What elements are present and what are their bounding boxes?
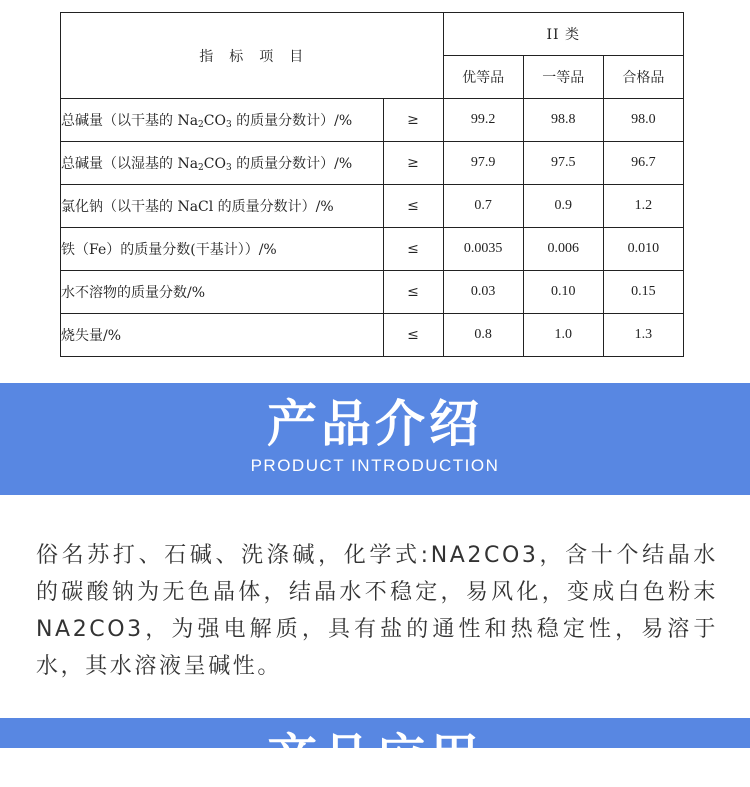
indicator-name: 氯化钠（以干基的 NaCl 的质量分数计）/% xyxy=(61,185,384,228)
value-cell: 98.0 xyxy=(603,99,683,142)
value-cell: 97.5 xyxy=(523,142,603,185)
comparison-operator: ≤ xyxy=(383,271,443,314)
indicator-name: 总碱量（以干基的 $Na_2CO_3$ 的质量分数计）/% xyxy=(61,99,384,142)
table-row xyxy=(61,314,684,357)
comparison-operator: ≤ xyxy=(383,228,443,271)
product-application-banner xyxy=(0,718,750,787)
grade-header: 一等品 xyxy=(523,56,603,99)
value-cell: 0.7 xyxy=(443,185,523,228)
table-row xyxy=(61,142,684,185)
table-row xyxy=(61,271,684,314)
value-cell: 99.2 xyxy=(443,99,523,142)
value-cell: 0.006 xyxy=(523,228,603,271)
value-cell: 0.8 xyxy=(443,314,523,357)
table-row xyxy=(61,99,684,142)
intro-paragraph: 俗名苏打、石碱、洗涤碱，化学式:NA2CO3，含十个结晶水的碳酸钠为无色晶体，结晶水不稳定，易风化，变成白色粉末NA2CO3，为强电解质，具有盐的通性和热稳定性，易溶于水，其水溶液呈碱性。 xyxy=(36,543,718,679)
value-cell: 98.8 xyxy=(523,99,603,142)
value-cell: 1.2 xyxy=(603,185,683,228)
class-header: II 类 xyxy=(443,13,683,56)
table-header-row xyxy=(61,13,684,56)
table-row xyxy=(61,228,684,271)
spec-table-container xyxy=(60,12,684,357)
comparison-operator: ≤ xyxy=(383,185,443,228)
comparison-operator: ≥ xyxy=(383,99,443,142)
value-cell: 0.03 xyxy=(443,271,523,314)
indicator-name: 铁（Fe）的质量分数(干基计））/% xyxy=(61,228,384,271)
value-cell: 0.10 xyxy=(523,271,603,314)
indicator-name: 水不溶物的质量分数/% xyxy=(61,271,384,314)
value-cell: 1.0 xyxy=(523,314,603,357)
section-title: 产品应用 xyxy=(267,729,483,787)
value-cell: 0.15 xyxy=(603,271,683,314)
comparison-operator: ≤ xyxy=(383,314,443,357)
section-title: 产品介绍 xyxy=(267,395,483,453)
value-cell: 0.0035 xyxy=(443,228,523,271)
section-subtitle: PRODUCT INTRODUCTION xyxy=(250,456,500,475)
grade-header: 合格品 xyxy=(603,56,683,99)
value-cell: 97.9 xyxy=(443,142,523,185)
comparison-operator: ≥ xyxy=(383,142,443,185)
grade-header: 优等品 xyxy=(443,56,523,99)
product-intro-banner xyxy=(0,383,750,495)
value-cell: 0.9 xyxy=(523,185,603,228)
value-cell: 1.3 xyxy=(603,314,683,357)
indicator-name: 总碱量（以湿基的 $Na_2CO_3$ 的质量分数计）/% xyxy=(61,142,384,185)
value-cell: 96.7 xyxy=(603,142,683,185)
indicator-header: 指 标 项 目 xyxy=(61,13,444,99)
table-row xyxy=(61,185,684,228)
value-cell: 0.010 xyxy=(603,228,683,271)
indicator-name: 烧失量/% xyxy=(61,314,384,357)
spec-table xyxy=(60,12,684,357)
